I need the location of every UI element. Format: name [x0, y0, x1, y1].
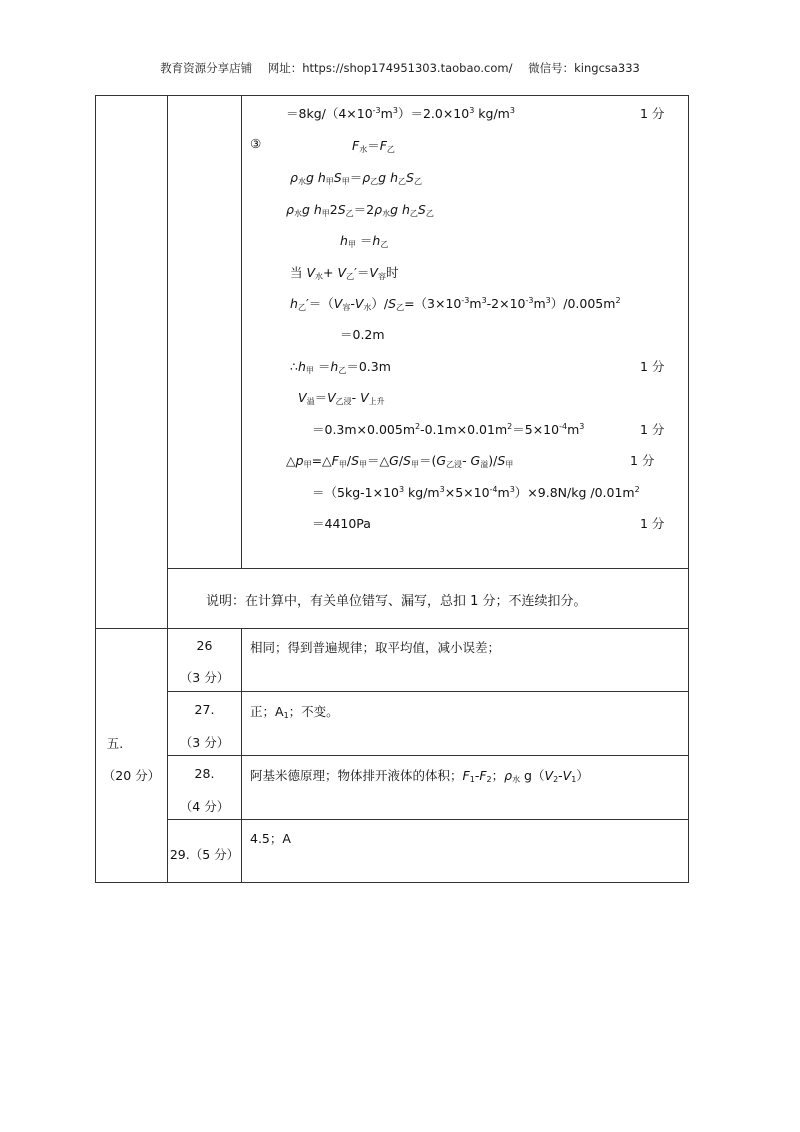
page-header: [0, 60, 800, 76]
calc-line-8: ＝0.2m: [340, 327, 385, 342]
q28-number: 28.: [194, 766, 215, 781]
table-col-1-top: [95, 95, 168, 629]
score-1: 1 分: [640, 106, 665, 121]
calc-line-5: $h_甲 =h_乙$: [340, 233, 389, 249]
calc-line-2: $F_水=F_乙$: [352, 138, 395, 154]
wechat-id: 微信号：kingcsa333: [528, 61, 640, 75]
q28-answer: 阿基米德原理；物体排开液体的体积；$F_1-F_2$；$\rho_水$ $g(V_2-V_1)$: [250, 768, 589, 784]
calc-line-10: $V_溢=V_{乙浸}-$ $V_{上升}$: [298, 390, 385, 406]
q29-number: 29.（5 分）: [169, 847, 240, 862]
score-11: 1 分: [640, 422, 665, 437]
section-name: 五.: [106, 736, 124, 751]
score-9: 1 分: [640, 359, 665, 374]
q26-answer: 相同；得到普遍规律；取平均值，减小误差；: [250, 640, 501, 655]
calc-line-3: $\rho_水g$ $h_甲S_甲=\rho_乙g$ $h_乙S_乙$: [290, 170, 422, 186]
q26-number: 26: [196, 638, 213, 653]
q29-answer: 4.5；A: [250, 831, 291, 846]
score-12: 1 分: [630, 453, 655, 468]
q27-points: （3 分）: [179, 735, 230, 750]
calc-line-14: ＝4410Pa: [312, 516, 371, 531]
calc-line-4: $\rho_水g$ $h_甲2S_乙=2\rho_水g$ $h_乙S_乙$: [286, 202, 434, 218]
calc-line-1: $=8kg/(4\times 10^{-3}m^3)=2.0\times 10^3$ $kg/m^3$: [286, 106, 515, 121]
table-col-2-top: [167, 95, 242, 569]
calc-line-12: $\triangle p_甲=\triangle F_甲/S_甲=\triangle G/S_甲=(G_{乙浸}-$ $G_溢)/S_甲$: [286, 453, 514, 469]
score-14: 1 分: [640, 516, 665, 531]
calc-line-2-label: ③: [250, 136, 262, 151]
q28-points: （4 分）: [179, 799, 230, 814]
q27-answer: 正；$A_1$；不变。: [250, 704, 339, 720]
q29-answer-cell: [241, 819, 689, 883]
section-points: （20 分）: [102, 768, 161, 783]
calc-line-13: $=(5kg-1\times 10^3$ $kg/m^3\times 5\times 10^{-4}m^3)\times 9.8N/kg$ $/0.01m^2$: [312, 485, 640, 500]
section-cell: [95, 628, 168, 883]
q28-answer-cell: [241, 755, 689, 820]
q26-points: （3 分）: [179, 670, 230, 685]
scoring-note: 说明：在计算中，有关单位错写、漏写，总扣 1 分；不连续扣分。: [206, 594, 587, 609]
calc-line-9: $\therefore h_甲 =h_乙=0.3m$: [290, 359, 391, 375]
calc-line-11: $=0.3m\times 0.005m^2-0.1m\times 0.01m^2=5\times 10^{-4}m^3$: [312, 422, 585, 437]
shop-url[interactable]: 网址：https://shop174951303.taobao.com/: [267, 61, 513, 75]
calc-line-7: $h_乙'=(V_容-V_水)/S_乙=(3\times 10^{-3}m^3-2\times 10^{-3}m^3)/0.005m^2$: [290, 296, 621, 312]
q27-answer-cell: [241, 691, 689, 756]
shop-name: 教育资源分享店铺: [160, 61, 253, 75]
calc-line-6: 当 $V_水+ V_乙'=V_容$时: [290, 265, 399, 281]
q27-number: 27.: [194, 702, 215, 717]
